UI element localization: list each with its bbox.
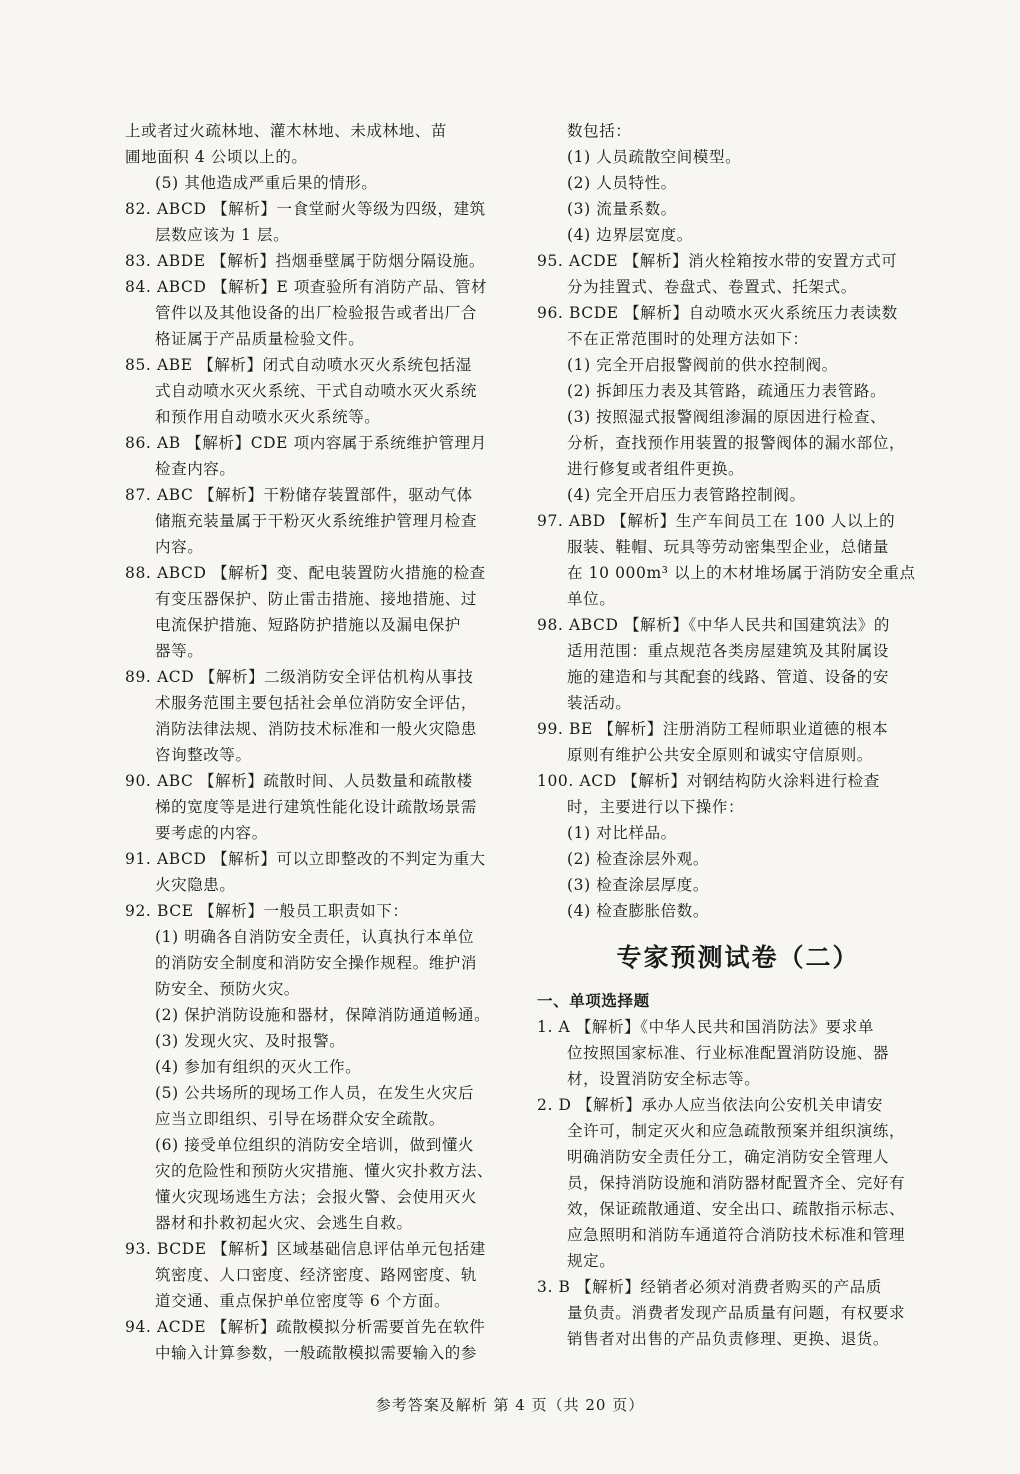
section-title: 专家预测试卷（二） [616, 943, 860, 972]
text-line: 施的建造和与其配套的线路、管道、设备的安 [567, 668, 890, 686]
text-line: (2) 检查涂层外观。 [567, 850, 709, 868]
text-line: 圃地面积 4 公顷以上的。 [125, 148, 308, 166]
text-line: 量负责。消费者发现产品质量有问题，有权要求 [567, 1304, 906, 1322]
text-line: 分析，查找预作用装置的报警阀体的漏水部位， [567, 434, 906, 452]
text-line: 上或者过火疏林地、灌木林地、未成林地、苗 [125, 122, 448, 140]
text-line: (4) 检查膨胀倍数。 [567, 902, 709, 920]
text-line: 全许可，制定灭火和应急疏散预案并组织演练， [567, 1122, 906, 1140]
text-line: 中输入计算参数，一般疏散模拟需要输入的参 [155, 1344, 478, 1362]
text-line: 术服务范围主要包括社会单位消防安全评估， [155, 694, 478, 712]
text-line: (3) 检查涂层厚度。 [567, 876, 709, 894]
text-line: 筑密度、人口密度、经济密度、路网密度、轨 [155, 1266, 478, 1284]
text-line: 规定。 [567, 1252, 616, 1270]
answer-96: 96. BCDE 【解析】自动喷水灭火系统压力表读数 [537, 304, 898, 322]
answer-95: 95. ACDE 【解析】消火栓箱按水带的安置方式可 [537, 252, 898, 270]
answer-2: 2. D 【解析】承办人应当依法向公安机关申请安 [537, 1096, 883, 1114]
text-line: (4) 边界层宽度。 [567, 226, 693, 244]
text-line: 检查内容。 [155, 460, 236, 478]
text-line: 咨询整改等。 [155, 746, 252, 764]
text-line: 器等。 [155, 642, 204, 660]
text-line: 懂火灾现场逃生方法；会报火警、会使用灭火 [155, 1188, 478, 1206]
text-line: 梯的宽度等是进行建筑性能化设计疏散场景需 [155, 798, 478, 816]
text-line: 位按照国家标准、行业标准配置消防设施、器 [567, 1044, 890, 1062]
answer-3: 3. B 【解析】经销者必须对消费者购买的产品质 [537, 1278, 882, 1296]
text-line: 应急照明和消防车通道符合消防技术标准和管理 [567, 1226, 906, 1244]
text-line: (3) 按照湿式报警阀组渗漏的原因进行检查、 [567, 408, 887, 426]
answer-86: 86. AB 【解析】CDE 项内容属于系统维护管理月 [125, 434, 487, 452]
text-line: (1) 人员疏散空间模型。 [567, 148, 742, 166]
text-line: 式自动喷水灭火系统、干式自动喷水灭火系统 [155, 382, 478, 400]
text-line: 器材和扑救初起火灾、会逃生自救。 [155, 1214, 413, 1232]
text-line: 层数应该为 1 层。 [155, 226, 290, 244]
text-line: 不在正常范围时的处理方法如下： [567, 330, 809, 348]
right-column [537, 118, 939, 1352]
text-line: 数包括： [567, 122, 632, 140]
text-line: 有变压器保护、防止雷击措施、接地措施、过 [155, 590, 478, 608]
text-line: 适用范围：重点规范各类房屋建筑及其附属设 [567, 642, 890, 660]
answer-99: 99. BE 【解析】注册消防工程师职业道德的根本 [537, 720, 889, 738]
answer-90: 90. ABC 【解析】疏散时间、人员数量和疏散楼 [125, 772, 473, 790]
left-column [125, 118, 523, 1366]
text-line: 消防法律法规、消防技术标准和一般火灾隐患 [155, 720, 478, 738]
subheading: 一、单项选择题 [537, 992, 650, 1010]
text-line: 装活动。 [567, 694, 632, 712]
text-line: (5) 其他造成严重后果的情形。 [155, 174, 378, 192]
answer-93: 93. BCDE 【解析】区域基础信息评估单元包括建 [125, 1240, 486, 1258]
text-line: 服装、鞋帽、玩具等劳动密集型企业，总储量 [567, 538, 890, 556]
text-line: 电流保护措施、短路防护措施以及漏电保护 [155, 616, 461, 634]
text-line: 和预作用自动喷水灭火系统等。 [155, 408, 381, 426]
text-line: 的消防安全制度和消防安全操作规程。维护消 [155, 954, 478, 972]
text-line: 火灾隐患。 [155, 876, 236, 894]
text-line: 管件以及其他设备的出厂检验报告或者出厂合 [155, 304, 478, 322]
text-line: 材，设置消防安全标志等。 [567, 1070, 761, 1088]
answer-85: 85. ABE 【解析】闭式自动喷水灭火系统包括湿 [125, 356, 472, 374]
text-line: (3) 流量系数。 [567, 200, 677, 218]
text-line: 要考虑的内容。 [155, 824, 268, 842]
text-line: 防安全、预防火灾。 [155, 980, 300, 998]
text-line: 单位。 [567, 590, 616, 608]
answer-100: 100. ACD 【解析】对钢结构防火涂料进行检查 [537, 772, 880, 790]
text-line: 进行修复或者组件更换。 [567, 460, 745, 478]
answer-92: 92. BCE 【解析】一般员工职责如下： [125, 902, 409, 920]
text-line: (1) 对比样品。 [567, 824, 677, 842]
text-line: 应当立即组织、引导在场群众安全疏散。 [155, 1110, 445, 1128]
text-line: 在 10 000m³ 以上的木材堆场属于消防安全重点 [567, 564, 916, 582]
text-line: 销售者对出售的产品负责修理、更换、退货。 [567, 1330, 890, 1348]
answer-94: 94. ACDE 【解析】疏散模拟分析需要首先在软件 [125, 1318, 486, 1336]
text-line: 内容。 [155, 538, 204, 556]
answer-83: 83. ABDE 【解析】挡烟垂壁属于防烟分隔设施。 [125, 252, 485, 270]
answer-98: 98. ABCD 【解析】《中华人民共和国建筑法》的 [537, 616, 891, 634]
text-line: (6) 接受单位组织的消防安全培训，做到懂火 [155, 1136, 475, 1154]
text-line: 格证属于产品质量检验文件。 [155, 330, 365, 348]
text-line: (4) 参加有组织的灭火工作。 [155, 1058, 362, 1076]
text-line: (1) 完全开启报警阀前的供水控制阀。 [567, 356, 838, 374]
answer-1: 1. A 【解析】《中华人民共和国消防法》要求单 [537, 1018, 874, 1036]
answer-88: 88. ABCD 【解析】变、配电装置防火措施的检查 [125, 564, 486, 582]
text-line: (2) 人员特性。 [567, 174, 677, 192]
text-line: (2) 保护消防设施和器材，保障消防通道畅通。 [155, 1006, 491, 1024]
text-line: 分为挂置式、卷盘式、卷置式、托架式。 [567, 278, 857, 296]
text-line: 灾的危险性和预防火灾措施、懂火灾扑救方法、 [155, 1162, 494, 1180]
text-line: (3) 发现火灾、及时报警。 [155, 1032, 346, 1050]
text-line: 原则有维护公共安全原则和诚实守信原则。 [567, 746, 873, 764]
text-line: (2) 拆卸压力表及其管路，疏通压力表管路。 [567, 382, 887, 400]
answer-89: 89. ACD 【解析】二级消防安全评估机构从事技 [125, 668, 474, 686]
text-line: 道交通、重点保护单位密度等 6 个方面。 [155, 1292, 451, 1310]
text-line: 员，保持消防设施和消防器材配置齐全、完好有 [567, 1174, 906, 1192]
text-line: 时，主要进行以下操作： [567, 798, 745, 816]
answer-91: 91. ABCD 【解析】可以立即整改的不判定为重大 [125, 850, 486, 868]
page-footer: 参考答案及解析 第 4 页（共 20 页） [375, 1396, 645, 1414]
text-line: 明确消防安全责任分工，确定消防安全管理人 [567, 1148, 890, 1166]
text-line: 储瓶充装量属于干粉灭火系统维护管理月检查 [155, 512, 478, 530]
text-line: (5) 公共场所的现场工作人员，在发生火灾后 [155, 1084, 475, 1102]
answer-82: 82. ABCD 【解析】一食堂耐火等级为四级，建筑 [125, 200, 486, 218]
answer-84: 84. ABCD 【解析】E 项查验所有消防产品、管材 [125, 278, 488, 296]
answer-87: 87. ABC 【解析】干粉储存装置部件，驱动气体 [125, 486, 473, 504]
text-line: (4) 完全开启压力表管路控制阀。 [567, 486, 806, 504]
text-line: (1) 明确各自消防安全责任，认真执行本单位 [155, 928, 475, 946]
text-line: 效，保证疏散通道、安全出口、疏散指示标志、 [567, 1200, 906, 1218]
answer-97: 97. ABD 【解析】生产车间员工在 100 人以上的 [537, 512, 896, 530]
